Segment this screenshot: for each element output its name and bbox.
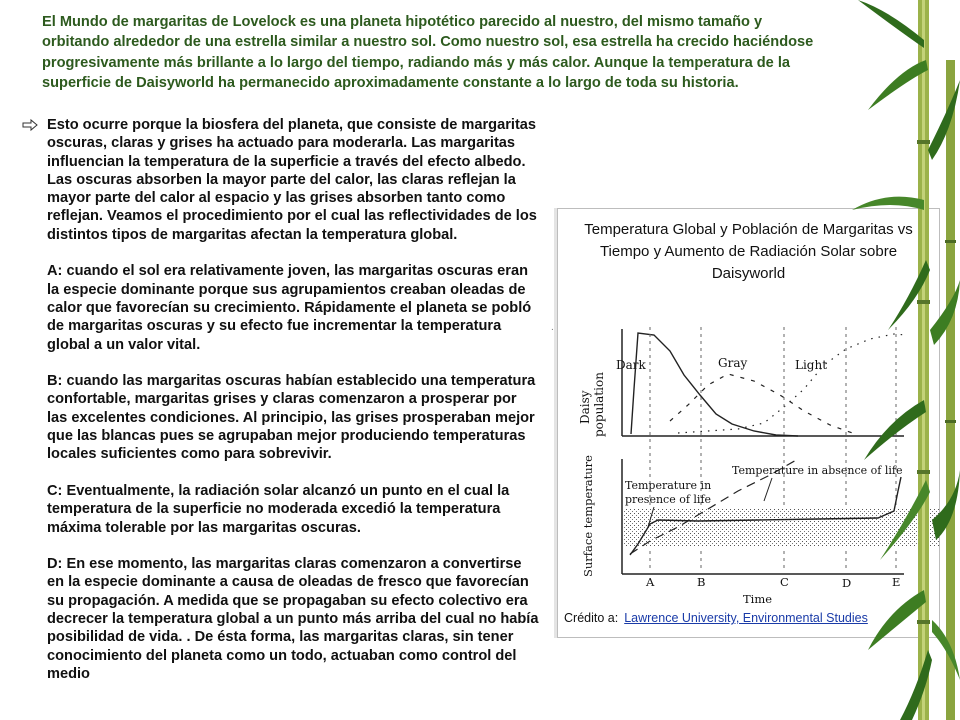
tick-label-e: E (892, 575, 901, 589)
population-ylabel: population (592, 372, 606, 437)
dark-population-curve (631, 333, 798, 436)
temperature-ylabel: Surface temperature (581, 455, 595, 577)
x-axis-label: Time (743, 592, 773, 606)
presence-annotation: Temperature in (625, 479, 712, 492)
annotation-pointer (764, 478, 772, 501)
credit-label: Crédito a: (564, 611, 619, 625)
divider-dot: . (551, 322, 554, 333)
paragraph-c: C: Eventualmente, la radiación solar alcanzó un punto en el cual la temperatura de la superficie no moderada excedió la temperatura máxima tolerable por las margaritas oscuras. (47, 482, 510, 536)
gray-series-label: Gray (718, 356, 748, 370)
intro-paragraph: El Mundo de margaritas de Lovelock es una planeta hipotético parecido al nuestro, del mismo tamaño y orbitando alrededor de una estrella similar a nuestro sol. Como nuestro sol, esa estrella ha crecido haciéndose progresivamente más brillante a lo largo del tiempo, radiando más y más calor. Aunque la temperatura de la superficie de Daisyworld ha permanecido aproximadamente constante a lo largo de toda su historia. (42, 14, 814, 92)
population-ylabel: Daisy (578, 390, 592, 424)
light-series-label: Light (795, 358, 828, 372)
credit-link[interactable]: Lawrence University, Environmental Studies (624, 611, 868, 625)
tick-label-a: A (646, 575, 655, 589)
paragraph-intro: Esto ocurre porque la biosfera del planeta, que consiste de margaritas oscuras, claras y grises ha actuado para moderarla. Las margaritas influencian la temperatura de la superficie a través del efecto albedo. Las oscuras absorben la mayor parte del calor, las claras reflejan la mayor parte del calor al espacio y las grises absorben tanto como reflejan. Veamos el procedimiento por el cual las reflectividades de los distintos tipos de margaritas afectan la temperatura global. (47, 117, 537, 243)
credit-line (564, 611, 868, 625)
body-text (47, 116, 539, 683)
dark-series-label: Dark (616, 358, 646, 372)
figure-title-line: Daisyworld (711, 265, 786, 282)
tick-label-b: B (697, 575, 706, 589)
paragraph-a: A: cuando el sol era relativamente joven, las margaritas oscuras eran la especie dominante porque sus agrupamientos creaban oleadas de calor que favorecían su crecimiento. Rápidamente el planeta se pobló de margaritas oscuras y su efecto fue incrementar la temperatura global a un valor vital. (47, 263, 532, 353)
bamboo-leaves-icon (852, 0, 960, 720)
paragraph-b: B: cuando las margaritas oscuras habían establecido una temperatura confortable, margaritas grises y claras comenzaron a prosperar por las excelentes condiciones. Al principio, las grises prosperaban mejor que las blancas pues se agrupaban mejor produciendo temperaturas locales suficientes como para sobrevivir. (47, 373, 536, 463)
paragraph-d: D: En ese momento, las margaritas claras comenzaron a convertirse en la especie dominante a causa de oleadas de fresco que favorecían su propagación. A medida que se propagaban su efecto colectivo era decrecer la temperatura global a un punto más arriba del cual no había posibilidad de vida. . De ésta forma, las margaritas claras, sin tener conocimiento del planeta como un todo, actuaban como control del medio (47, 556, 539, 682)
bamboo-decoration (828, 0, 960, 720)
tick-label-d: D (842, 576, 852, 590)
absence-annotation: Temperature in absence of life (732, 464, 903, 477)
figure-title-line: Tiempo y Aumento de Radiación Solar sobre (599, 243, 898, 260)
tick-label-c: C (780, 575, 789, 589)
presence-annotation: presence of life (625, 493, 712, 506)
arrow-bullet-icon (22, 118, 38, 132)
figure-title-line: Temperatura Global y Población de Margaritas vs (584, 221, 913, 238)
